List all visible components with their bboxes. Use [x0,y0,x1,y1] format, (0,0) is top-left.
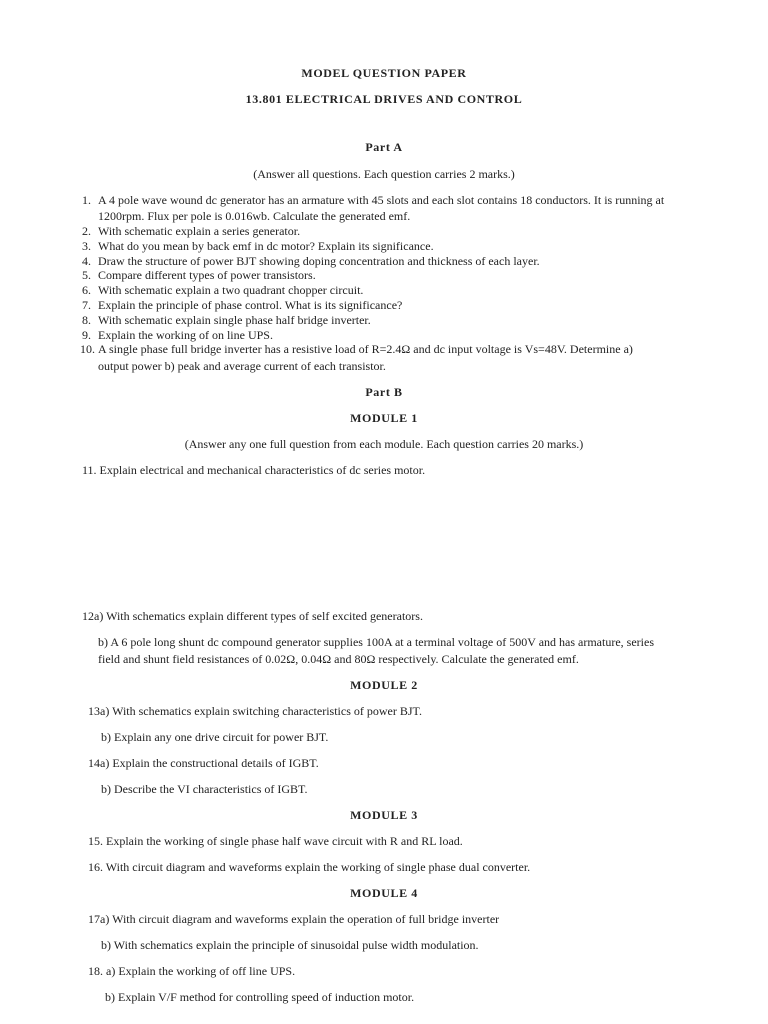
question-text: With schematic explain a series generator. [98,224,301,238]
question-text: 18. a) Explain the working of off line UPS. [88,964,296,978]
page-title: MODEL QUESTION PAPER [301,66,467,80]
question-text: With schematic explain single phase half bridge inverter. [98,313,371,327]
question-text: output power b) peak and average current of each transistor. [98,359,386,373]
question-text: b) With schematics explain the principle of sinusoidal pulse width modulation. [101,938,479,952]
question-number: 10. [80,342,95,356]
question-number: 7. [82,298,91,312]
question-text: 14a) Explain the constructional details of IGBT. [88,756,319,770]
question-text: 17a) With circuit diagram and waveforms explain the operation of full bridge inverter [88,912,500,926]
part-a-instruction: (Answer all questions. Each question carries 2 marks.) [253,167,515,181]
question-text: What do you mean by back emf in dc motor? Explain its significance. [98,239,434,253]
question-number: 9. [82,328,91,342]
question-text: 15. Explain the working of single phase half wave circuit with R and RL load. [88,834,463,848]
module-1-title: MODULE 1 [350,411,418,425]
question-text: With schematic explain a two quadrant chopper circuit. [98,283,364,297]
question-number: 5. [82,268,91,282]
part-b-instruction: (Answer any one full question from each module. Each question carries 20 marks.) [184,437,584,451]
question-text: 13a) With schematics explain switching characteristics of power BJT. [88,704,422,718]
question-text: field and shunt field resistances of 0.02Ω, 0.04Ω and 80Ω respectively. Calculate the generated emf. [98,652,579,666]
question-text: 1200rpm. Flux per pole is 0.016wb. Calculate the generated emf. [98,209,411,223]
question-number: 6. [82,283,91,297]
module-4-title: MODULE 4 [350,886,418,900]
question-number: 1. [82,193,91,207]
question-text: Compare different types of power transistors. [98,268,316,282]
module-3-title: MODULE 3 [350,808,418,822]
part-a-heading: Part A [365,140,403,154]
question-text: Explain the working of on line UPS. [98,328,273,342]
question-number: 3. [82,239,91,253]
question-text: b) A 6 pole long shunt dc compound generator supplies 100A at a terminal voltage of 500V and has armature, series [98,635,654,649]
part-b-heading: Part B [365,385,403,399]
question-number: 8. [82,313,91,327]
module-2-title: MODULE 2 [350,678,418,692]
question-text: Explain the principle of phase control. What is its significance? [98,298,403,312]
question-text: A 4 pole wave wound dc generator has an armature with 45 slots and each slot contains 18 conductors. It is running at [98,193,665,207]
question-text: 11. Explain electrical and mechanical characteristics of dc series motor. [82,463,426,477]
subject-title: 13.801 ELECTRICAL DRIVES AND CONTROL [245,92,523,106]
question-text: Draw the structure of power BJT showing doping concentration and thickness of each layer. [98,254,540,268]
question-number: 2. [82,224,91,238]
question-text: 16. With circuit diagram and waveforms explain the working of single phase dual converter. [88,860,531,874]
question-text: A single phase full bridge inverter has a resistive load of R=2.4Ω and dc input voltage is Vs=48V. Determine a) [98,342,633,356]
question-text: b) Describe the VI characteristics of IGBT. [101,782,308,796]
question-text: 12a) With schematics explain different types of self excited generators. [82,609,423,623]
question-number: 4. [82,254,91,268]
question-text: b) Explain any one drive circuit for power BJT. [101,730,329,744]
question-text: b) Explain V/F method for controlling speed of induction motor. [105,990,415,1004]
